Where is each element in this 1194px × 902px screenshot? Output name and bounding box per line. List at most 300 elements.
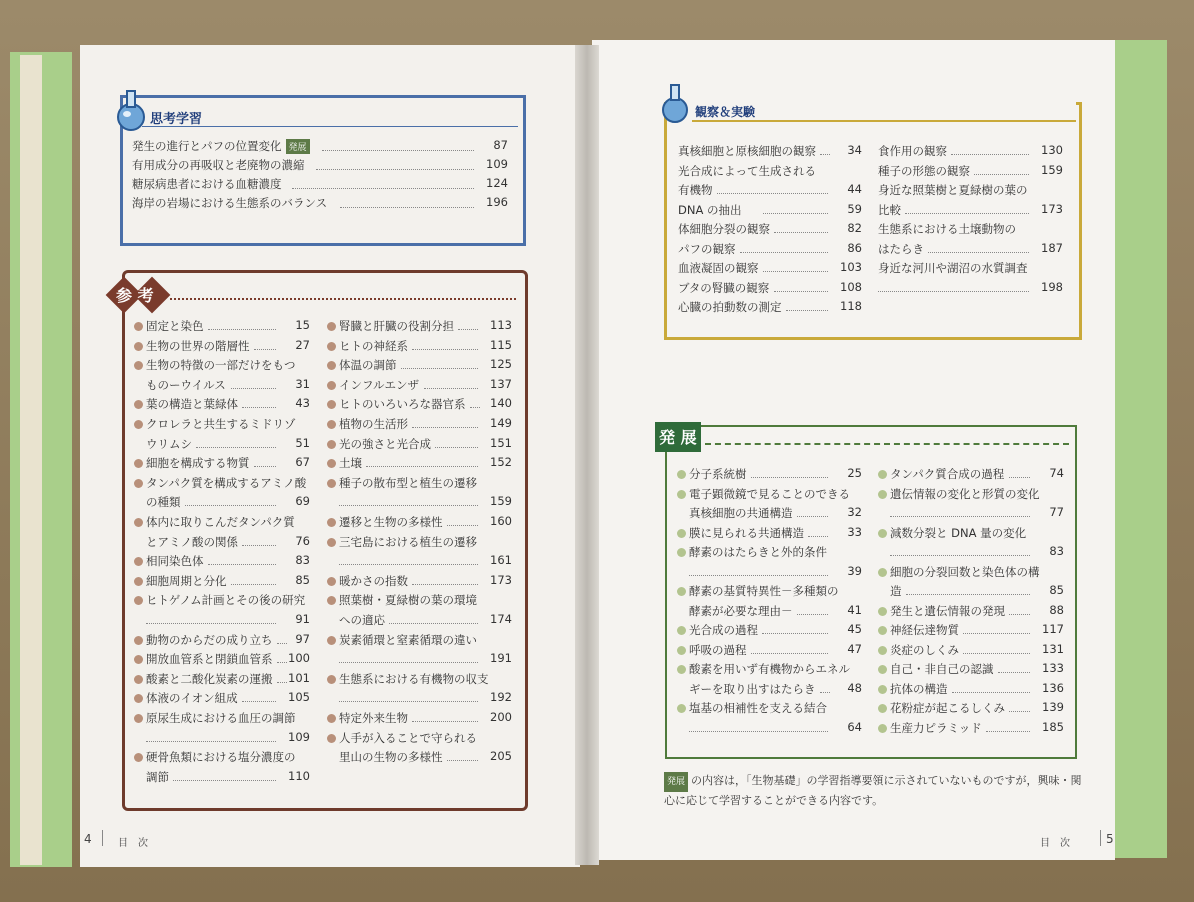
leader-dots (458, 329, 478, 330)
bullet-icon (878, 704, 887, 713)
leader-dots (763, 271, 829, 272)
sanko-item (134, 632, 273, 648)
sanko-item (327, 357, 397, 373)
bullet-icon (134, 694, 143, 703)
bullet-icon (878, 470, 887, 479)
hatten-item (677, 583, 839, 599)
sanko-item-label: 三宅島における植生の遷移 (339, 534, 477, 549)
note-badge: 発展 (664, 772, 688, 792)
right-footer-label: 目 次 (1040, 838, 1070, 849)
hatten-item-cont: 造 (890, 584, 902, 598)
bullet-icon (327, 381, 336, 390)
sanko-item-label: 原尿生成における血圧の調節 (146, 711, 296, 725)
kansatsu-item-label: 食作用の観察 (878, 144, 947, 158)
sanko-item-page: 191 (490, 651, 512, 666)
kansatsu-item-page: 103 (840, 260, 862, 274)
leader-dots (196, 447, 276, 448)
leader-dots (808, 536, 828, 537)
sanko-item (134, 592, 305, 608)
sanko-item-label: 生物の世界の階層性 (146, 338, 250, 353)
kansatsu-item (878, 260, 1028, 276)
bullet-icon (327, 479, 336, 488)
hatten-item-label: タンパク質合成の過程 (890, 467, 1005, 481)
hatten-item-page: 25 (847, 466, 862, 480)
hatten-item (878, 681, 948, 697)
leader-dots (340, 207, 474, 208)
sanko-item-cont: 調節 (146, 769, 169, 784)
leader-dots (316, 169, 474, 170)
bullet-icon (134, 577, 143, 586)
sanko-item (327, 514, 443, 530)
sanko-item (327, 534, 477, 550)
sanko-item (134, 514, 295, 530)
kansatsu-item (678, 143, 816, 159)
leader-dots (774, 291, 828, 292)
kansatsu-item-page: 82 (847, 221, 862, 235)
sanko-item-page: 173 (490, 572, 512, 587)
kansatsu-item (878, 163, 970, 179)
sanko-item-label: 腎臓と肝臓の役割分担 (339, 319, 454, 333)
leader-dots (254, 349, 277, 350)
leader-dots (412, 427, 478, 428)
hatten-item (878, 603, 1005, 619)
sanko-item-label: 照葉樹・夏緑樹の葉の環境 (339, 593, 477, 608)
hatten-item-page: 83 (1049, 544, 1064, 558)
hatten-item-page: 32 (847, 505, 862, 519)
hatten-item (677, 622, 758, 638)
bullet-icon (327, 400, 336, 409)
sanko-item (327, 475, 477, 491)
sanko-item (134, 455, 250, 471)
sanko-item (134, 338, 250, 354)
bullet-icon (327, 518, 336, 527)
sanko-item (134, 475, 306, 491)
sanko-item-label: 生物の特徴の一部だけをもつ (146, 358, 296, 373)
hatten-dashed-rule (705, 443, 1069, 445)
sanko-item-label: 固定と染色 (146, 319, 204, 333)
hatten-item (677, 700, 827, 716)
leader-dots (447, 760, 479, 761)
hatten-item-page: 33 (847, 524, 862, 539)
leader-dots (878, 291, 1029, 292)
leader-dots (1009, 711, 1030, 712)
bullet-icon (878, 724, 887, 733)
kansatsu-item-page: 59 (847, 201, 862, 216)
bullet-icon (677, 490, 686, 499)
hatten-item-page: 74 (1049, 466, 1064, 480)
sanko-item-page: 51 (295, 435, 310, 450)
leader-dots (1009, 477, 1030, 478)
kansatsu-item-label: 体細胞分裂の観察 (678, 222, 770, 236)
sanko-item-cont: ものーウイルス (146, 377, 226, 392)
bullet-icon (878, 607, 887, 616)
bullet-icon (327, 675, 336, 684)
sanko-item-label: 硬骨魚類における塩分濃度の (146, 750, 296, 765)
sanko-item (134, 396, 238, 412)
sanko-item (134, 553, 204, 569)
shiko-item (132, 157, 305, 173)
leader-dots (366, 466, 478, 467)
leader-dots (951, 154, 1029, 155)
kansatsu-item-page: 118 (840, 299, 862, 313)
leader-dots (952, 692, 1031, 693)
shiko-item (132, 195, 327, 211)
note-line-2: 心に応じて学習することができる内容です。 (664, 794, 884, 807)
leader-dots (797, 516, 829, 517)
kansatsu-item-label: 真核細胞と原核細胞の観察 (678, 144, 816, 158)
shiko-item-mark: 発展 (286, 139, 310, 154)
sanko-item-page: 100 (288, 651, 310, 666)
hatten-item-cont: 酵素が必要な理由－ (689, 603, 793, 618)
leader-dots (231, 388, 277, 389)
leader-dots (762, 633, 828, 634)
sanko-item-label: ヒトの神経系 (339, 338, 408, 353)
sanko-item-page: 76 (295, 533, 310, 548)
sanko-item-label: 生態系における有機物の収支 (339, 671, 489, 686)
leader-dots (185, 505, 277, 506)
bullet-icon (677, 548, 686, 557)
leader-dots (242, 545, 276, 546)
sanko-item-page: 15 (295, 318, 310, 332)
sanko-item (134, 416, 296, 432)
shiko-title-rule (142, 126, 518, 127)
sanko-item (134, 671, 273, 687)
bullet-icon (134, 420, 143, 429)
sanko-item-label: 種子の散布型と植生の遷移 (339, 475, 477, 490)
kansatsu-item (678, 202, 741, 218)
hatten-item-page: 47 (847, 641, 862, 656)
bullet-icon (878, 568, 887, 577)
hatten-item-label: 神経伝達物質 (890, 623, 959, 637)
bullet-icon (134, 753, 143, 762)
leader-dots (447, 525, 479, 526)
shiko-item-label: 海岸の岩場における生態系のバランス (132, 196, 328, 210)
leader-dots (242, 407, 276, 408)
kansatsu-item (678, 163, 816, 179)
bullet-icon (327, 538, 336, 547)
leader-dots (689, 731, 828, 732)
shiko-item-label: 糖尿病患者における血糖濃度 (132, 177, 282, 191)
sanko-item-page: 101 (288, 670, 310, 685)
bullet-icon (327, 734, 336, 743)
kansatsu-item-label: パフの観察 (678, 241, 736, 256)
leader-dots (906, 594, 1031, 595)
bullet-icon (134, 636, 143, 645)
sanko-item (134, 710, 296, 726)
page-edges-left (20, 55, 42, 865)
bullet-icon (327, 459, 336, 468)
leader-dots (890, 516, 1030, 517)
sanko-item-page: 174 (490, 612, 512, 626)
leader-dots (412, 584, 478, 585)
kansatsu-item-page: 173 (1041, 201, 1063, 216)
kansatsu-item-label: 血液凝固の観察 (678, 261, 759, 275)
leader-dots (339, 505, 478, 506)
kansatsu-item (878, 182, 1028, 198)
sanko-item (327, 573, 408, 589)
hatten-item-page: 133 (1042, 661, 1064, 675)
hatten-item-label: 抗体の構造 (890, 681, 948, 696)
sanko-item-page: 205 (490, 749, 512, 764)
kansatsu-item-label: 身近な照葉樹と夏緑樹の葉の (878, 183, 1028, 197)
flask-icon-right (660, 80, 690, 126)
sanko-item (327, 730, 477, 746)
hatten-item-label: 電子顕微鏡で見ることのできる (689, 486, 850, 501)
kansatsu-item-page: 86 (847, 240, 862, 255)
shiko-item (132, 138, 313, 154)
leader-dots (890, 555, 1030, 556)
shiko-item-page: 87 (493, 138, 508, 152)
kansatsu-item (678, 299, 782, 315)
leader-dots (470, 407, 480, 408)
hatten-item (878, 622, 959, 638)
hatten-item-page: 136 (1042, 680, 1064, 695)
leader-dots (751, 653, 829, 654)
sanko-item-label: インフルエンザ (339, 377, 420, 392)
bullet-icon (327, 322, 336, 331)
sanko-item-page: 149 (490, 416, 512, 430)
bullet-icon (327, 440, 336, 449)
leader-dots (963, 633, 1030, 634)
kansatsu-item (878, 221, 1016, 237)
sanko-item (134, 651, 273, 667)
shiko-item-page: 196 (486, 195, 508, 209)
sanko-item-page: 151 (490, 435, 512, 450)
sanko-item (327, 416, 408, 432)
sanko-item (327, 318, 454, 334)
sanko-item-page: 192 (490, 690, 512, 705)
hatten-item-label: 酵素の基質特異性－多種類の (689, 584, 839, 598)
bullet-icon (878, 490, 887, 499)
leader-dots (786, 310, 829, 311)
kansatsu-item-page: 159 (1041, 162, 1063, 177)
bullet-icon (327, 361, 336, 370)
bullet-icon (134, 714, 143, 723)
sanko-item-page: 83 (295, 553, 310, 568)
kansatsu-item-label: DNA の抽出 (678, 202, 742, 217)
kansatsu-title: 観察＆実験 (695, 105, 756, 119)
kansatsu-item-page: 34 (847, 143, 862, 157)
sanko-item-page: 125 (490, 357, 512, 372)
bullet-icon (134, 596, 143, 605)
sanko-item-label: 細胞を構成する物質 (146, 456, 250, 471)
sanko-item-label: 葉の構造と葉緑体 (146, 397, 238, 412)
hatten-item-page: 77 (1049, 505, 1064, 519)
sanko-item-label: 細胞周期と分化 (146, 573, 227, 588)
sanko-item-label: クロレラと共生するミドリゾ (146, 417, 296, 431)
hatten-item (878, 486, 1040, 502)
hatten-item-label: 塩基の相補性を支える結合 (689, 701, 827, 715)
hatten-item-page: 131 (1042, 641, 1064, 656)
sanko-item-page: 69 (295, 494, 310, 509)
sanko-item-label: 体液のイオン組成 (146, 691, 238, 706)
bullet-icon (677, 665, 686, 674)
hatten-item-label: 自己・非自己の認識 (890, 662, 994, 676)
kansatsu-item-page: 130 (1041, 143, 1063, 157)
leader-dots (774, 232, 828, 233)
sanko-item (134, 690, 238, 706)
bullet-icon (878, 529, 887, 538)
leader-dots (401, 368, 479, 369)
bullet-icon (134, 342, 143, 351)
leader-dots (322, 150, 474, 151)
sanko-item-label: 開放血管系と閉鎖血管系 (146, 652, 273, 667)
sanko-item-label: ヒトのいろいろな器官系 (339, 397, 466, 412)
bullet-icon (677, 587, 686, 596)
sanko-item-cont: とアミノ酸の関係 (146, 534, 238, 549)
sanko-item-page: 105 (288, 690, 310, 705)
kansatsu-item-cont: 有機物 (678, 183, 713, 197)
leader-dots (231, 584, 277, 585)
sanko-item-label: 炭素循環と窒素循環の違い (339, 632, 477, 647)
sanko-item-label: 土壌 (339, 456, 362, 471)
leader-dots (208, 329, 277, 330)
leader-dots (173, 780, 276, 781)
leader-dots (254, 466, 277, 467)
bullet-icon (878, 685, 887, 694)
hatten-item-page: 85 (1049, 583, 1064, 597)
left-footer-rule (102, 830, 103, 846)
kansatsu-item-label: 身近な河川や湖沼の水質調査 (878, 261, 1028, 275)
leader-dots (797, 614, 829, 615)
bullet-icon (134, 361, 143, 370)
kansatsu-item (678, 260, 759, 276)
leader-dots (208, 564, 277, 565)
shiko-item-page: 124 (486, 176, 508, 190)
hatten-item-label: 細胞の分裂回数と染色体の構 (890, 564, 1040, 579)
leader-dots (412, 721, 478, 722)
kansatsu-item-page: 44 (847, 182, 862, 196)
hatten-item-label: 遺伝情報の変化と形質の変化 (890, 486, 1040, 501)
hatten-item-cont: ギーを取り出すはたらき (689, 681, 816, 696)
sanko-item-page: 43 (295, 396, 310, 411)
sanko-item (327, 396, 466, 412)
leader-dots (928, 252, 1029, 253)
leader-dots (292, 188, 474, 189)
hatten-item-page: 45 (847, 622, 862, 636)
hatten-note (664, 772, 1104, 810)
bullet-icon (134, 518, 143, 527)
kansatsu-item (678, 280, 769, 296)
bullet-icon (327, 636, 336, 645)
bullet-icon (134, 655, 143, 664)
bullet-icon (327, 714, 336, 723)
kansatsu-item (678, 241, 736, 257)
kansatsu-item-cont: はたらき (878, 241, 924, 256)
sanko-item-page: 159 (490, 494, 512, 509)
sanko-item-cont: への適応 (339, 613, 385, 627)
sanko-badge: 参 考 (116, 286, 154, 305)
note-line-1: の内容は，「生物基礎」の学習指導要領に示されていないものですが，興味・関 (691, 774, 1082, 787)
sanko-item-label: 酸素と二酸化炭素の運搬 (146, 671, 273, 686)
leader-dots (435, 447, 478, 448)
sanko-item-page: 91 (295, 612, 310, 626)
hatten-item (878, 642, 959, 658)
hatten-item (878, 525, 1026, 541)
bullet-icon (878, 646, 887, 655)
shiko-item (132, 176, 282, 192)
bullet-icon (677, 470, 686, 479)
left-page-number: 4 (84, 832, 92, 846)
sanko-item-label: 人手が入ることで守られる (339, 730, 477, 745)
kansatsu-item-label: 心臓の拍動数の測定 (678, 300, 782, 314)
leader-dots (820, 154, 830, 155)
hatten-item (878, 720, 982, 736)
hatten-item-label: 呼吸の過程 (689, 642, 747, 657)
hatten-item-label: 酵素のはたらきと外的条件 (689, 545, 827, 559)
hatten-item (677, 661, 850, 677)
leader-dots (820, 692, 830, 693)
kansatsu-item-cont: 比較 (878, 202, 901, 217)
sanko-item-page: 27 (295, 337, 310, 352)
hatten-item-label: 花粉症が起こるしくみ (890, 701, 1005, 715)
hatten-item (878, 564, 1040, 580)
hatten-item (677, 486, 850, 502)
kansatsu-item-page: 198 (1041, 279, 1063, 294)
leader-dots (146, 741, 276, 742)
sanko-item-label: 体温の調節 (339, 358, 397, 373)
hatten-item (878, 466, 1004, 482)
sanko-item-label: 植物の生活形 (339, 417, 408, 431)
leader-dots (740, 252, 829, 253)
sanko-item-page: 137 (490, 376, 512, 391)
shiko-title: 思考学習 (150, 112, 203, 127)
sanko-item (327, 436, 431, 452)
sanko-item-cont: の種類 (146, 495, 181, 510)
hatten-item (677, 642, 747, 658)
bullet-icon (134, 400, 143, 409)
sanko-item-label: 光の強さと光合成 (339, 436, 431, 451)
hatten-item-page: 139 (1042, 700, 1064, 714)
sanko-item-cont: 里山の生物の多様性 (339, 750, 443, 765)
hatten-item (677, 466, 747, 482)
sanko-item-page: 160 (490, 514, 512, 528)
hatten-badge: 発 展 (659, 428, 697, 447)
sanko-item-page: 85 (295, 572, 310, 587)
bullet-icon (327, 342, 336, 351)
sanko-item (134, 749, 296, 765)
bullet-icon (134, 557, 143, 566)
sanko-item-label: ヒトゲノム計画とその後の研究 (146, 593, 306, 608)
kansatsu-item-page: 108 (840, 279, 862, 294)
sanko-item-label: タンパク質を構成するアミノ酸 (146, 475, 307, 490)
sanko-item-page: 152 (490, 455, 512, 470)
sanko-dotted-rule (170, 298, 516, 300)
leader-dots (974, 174, 1029, 175)
kansatsu-item-label: 種子の形態の観察 (878, 163, 970, 178)
kansatsu-item-label: 生態系における土壌動物の (878, 222, 1016, 236)
bullet-icon (327, 577, 336, 586)
hatten-item (677, 544, 827, 560)
shiko-item-label: 発生の進行とパフの位置変化 (132, 139, 282, 153)
hatten-item-page: 48 (847, 680, 862, 695)
shiko-item-label: 有用成分の再吸収と老廃物の濃縮 (132, 158, 305, 172)
leader-dots (986, 731, 1030, 732)
leader-dots (751, 477, 829, 478)
leader-dots (1009, 614, 1030, 615)
leader-dots (424, 388, 479, 389)
book-gutter (575, 45, 599, 865)
hatten-item-page: 64 (847, 719, 862, 734)
leader-dots (963, 653, 1030, 654)
bullet-icon (677, 704, 686, 713)
hatten-item-label: 膜に見られる共通構造 (689, 525, 804, 540)
bullet-icon (677, 626, 686, 635)
hatten-item-label: 分子系統樹 (689, 467, 747, 481)
kansatsu-item-label: ブタの腎臓の観察 (678, 280, 770, 295)
sanko-item-cont: ウリムシ (146, 436, 192, 451)
sanko-item-page: 200 (490, 710, 512, 724)
